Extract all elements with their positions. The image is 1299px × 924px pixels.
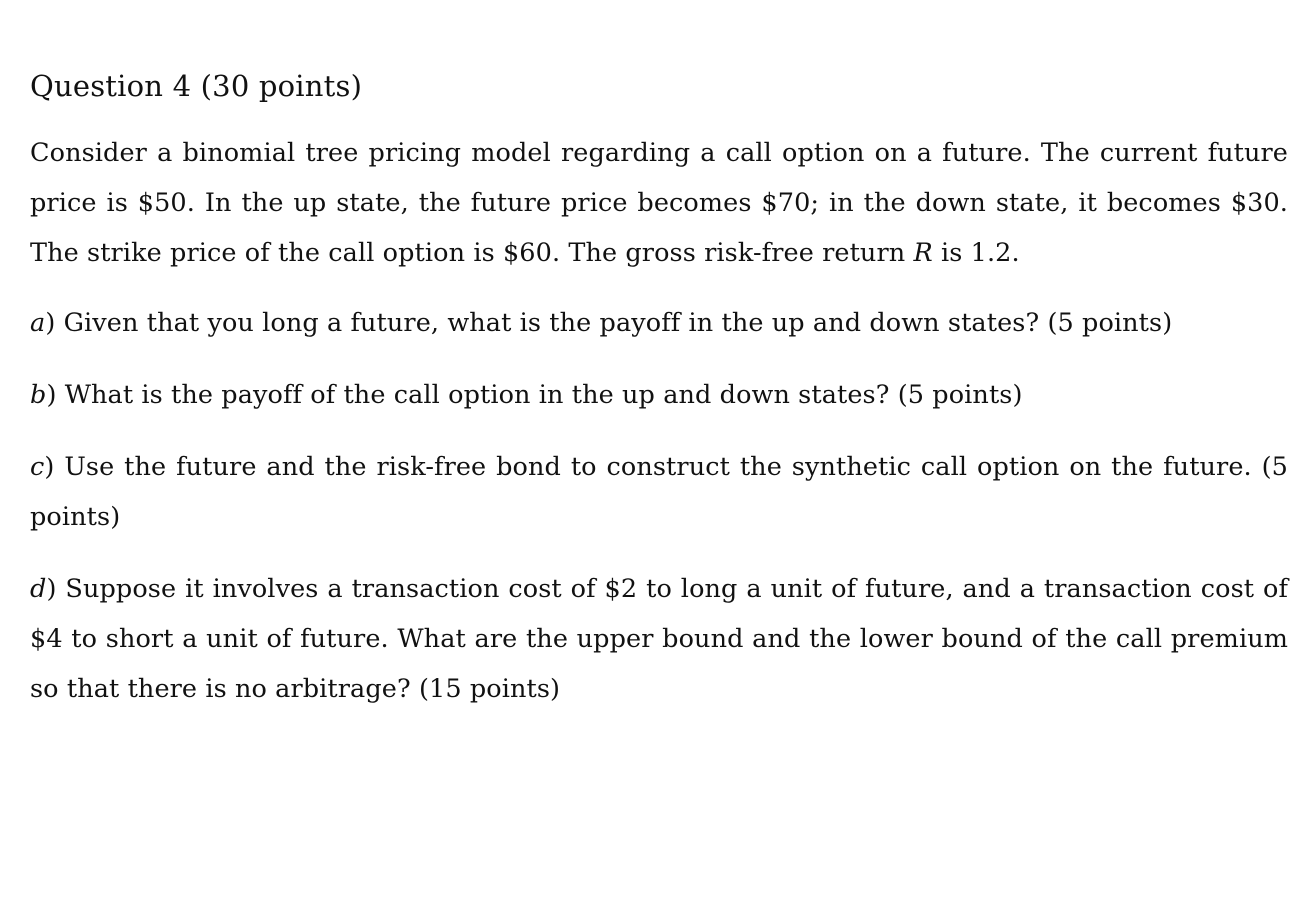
return-variable: R bbox=[913, 238, 933, 268]
part-d-text: ) Suppose it involves a transaction cost of $2 to long a unit of future, and a transaction cost of $4 to short a unit of future. What are the upper bound and the lower bound of the call premium so that there is no arbitrage? (15 points) bbox=[30, 574, 1288, 704]
question-title: Question 4 (30 points) bbox=[30, 69, 363, 103]
part-b-label: b bbox=[30, 380, 47, 410]
part-a-text: ) Given that you long a future, what is the payoff in the up and down states? (5 points) bbox=[45, 308, 1173, 338]
part-c-label: c bbox=[30, 452, 45, 482]
part-b bbox=[30, 370, 1288, 420]
part-c-text: ) Use the future and the risk-free bond to construct the synthetic call option on the future. (5 points) bbox=[30, 452, 1288, 532]
question-intro bbox=[30, 128, 1288, 278]
part-c bbox=[30, 442, 1288, 542]
part-d-label: d bbox=[30, 574, 47, 604]
part-b-text: ) What is the payoff of the call option in the up and down states? (5 points) bbox=[46, 380, 1023, 410]
intro-text-end: is 1.2. bbox=[932, 238, 1020, 268]
part-d bbox=[30, 564, 1288, 714]
part-a bbox=[30, 298, 1288, 348]
question-page bbox=[30, 66, 1288, 736]
intro-text-start: Consider a binomial tree pricing model regarding a call option on a future. The current future price is $50. In the up state, the future price becomes $70; in the down state, it becomes $30. The strike price of the call option is $60. The gross risk-free return bbox=[30, 138, 1288, 268]
part-a-label: a bbox=[30, 308, 46, 338]
